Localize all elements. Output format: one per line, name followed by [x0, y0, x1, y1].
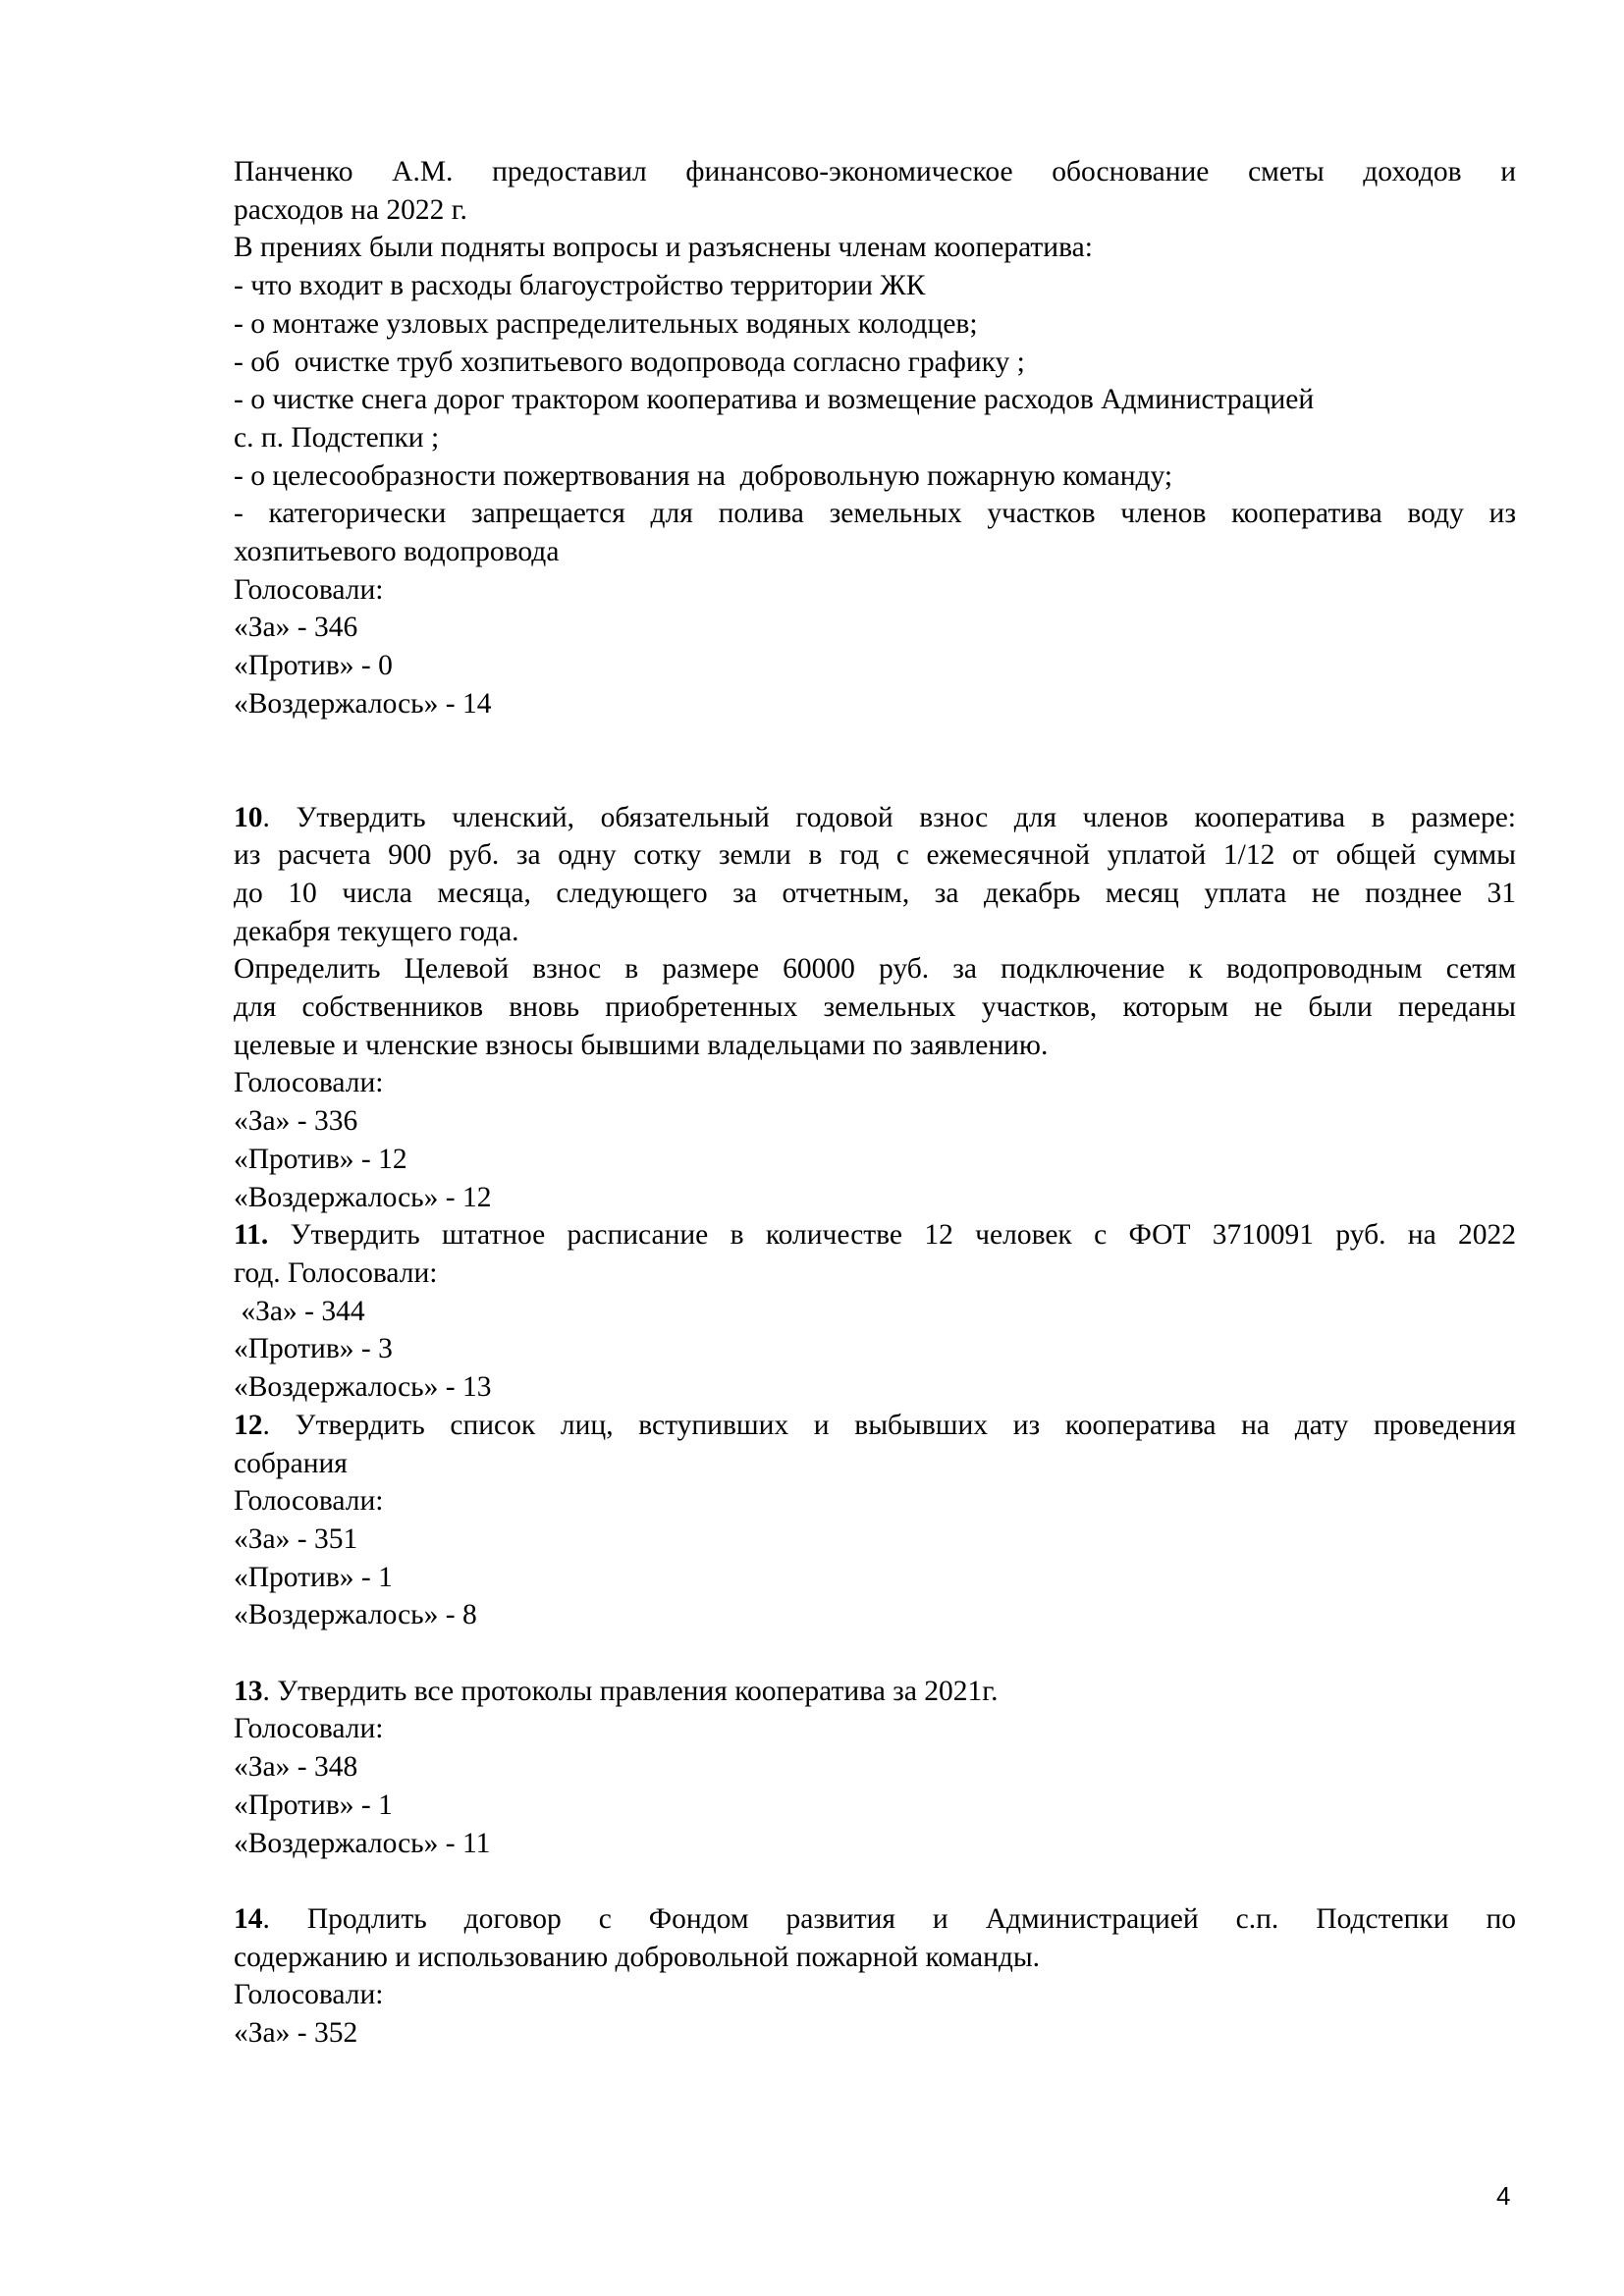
item-text: . Продлить договор с Фондом развития и Администрацией с.п. Подстепки по	[262, 1902, 1516, 1935]
vote-abstained: «Воздержалось» - 11	[234, 1827, 491, 1859]
vote-heading: Голосовали:	[234, 1485, 384, 1518]
item-number: 14	[234, 1902, 263, 1935]
vote-for: «За» - 351	[234, 1522, 358, 1555]
vote-abstained: «Воздержалось» - 8	[234, 1599, 477, 1631]
vote-heading: Голосовали:	[234, 1979, 384, 2011]
item-14-section	[234, 1900, 1516, 2053]
paragraph-line: Панченко А.М. предоставил финансово-экономическое обоснование сметы доходов и	[234, 156, 1516, 187]
paragraph-line: содержанию и использованию добровольной пожарной команды.	[234, 1941, 1041, 1973]
item-text: . Утвердить список лиц, вступивших и выбывших из кооператива на дату проведения	[262, 1409, 1516, 1441]
item-10-section	[234, 799, 1516, 1217]
list-item: - о монтаже узловых распределительных водяных колодцев;	[234, 307, 978, 340]
vote-against: «Против» - 12	[234, 1143, 407, 1175]
spacer	[234, 1862, 1516, 1900]
vote-heading: Голосовали:	[234, 1713, 384, 1745]
item-number: 13	[234, 1675, 263, 1707]
intro-section	[234, 153, 1516, 723]
vote-for: «За» - 336	[234, 1105, 358, 1138]
paragraph-line: год. Голосовали:	[234, 1256, 438, 1289]
list-item-continuation: хозпитьевого водопровода	[234, 536, 560, 568]
paragraph-line	[234, 799, 1516, 837]
item-12-section	[234, 1407, 1516, 1634]
paragraph-line: до 10 числа месяца, следующего за отчетным, за декабрь месяц уплата не позднее 31	[234, 877, 1516, 909]
vote-for: «За» - 352	[234, 2017, 358, 2050]
paragraph-line	[234, 1673, 1516, 1711]
paragraph-line	[234, 1407, 1516, 1445]
paragraph-line	[234, 1900, 1516, 1939]
list-item: - об очистке труб хозпитьевого водопровода согласно графику ;	[234, 346, 1025, 378]
item-number: 11.	[234, 1219, 269, 1252]
paragraph-line: для собственников вновь приобретенных земельных участков, которым не были переданы	[234, 991, 1516, 1024]
paragraph-line: целевые и членские взносы бывшими владельцами по заявлению.	[234, 1029, 1049, 1061]
spacer	[234, 723, 1516, 799]
vote-for: «За» - 344	[234, 1295, 365, 1327]
paragraph-line: декабря текущего года.	[234, 915, 519, 947]
item-number: 10	[234, 801, 263, 833]
item-11-section	[234, 1216, 1516, 1407]
paragraph-line: из расчета 900 руб. за одну сотку земли в год с ежемесячной уплатой 1/12 от общей суммы	[234, 839, 1516, 872]
list-item-continuation: с. п. Подстепки ;	[234, 421, 440, 454]
paragraph-line: Определить Целевой взнос в размере 60000 руб. за подключение к водопроводным сетям	[234, 953, 1516, 986]
paragraph-line: расходов на 2022 г.	[234, 193, 467, 226]
page-number: 4	[1496, 2181, 1511, 2211]
vote-against: «Против» - 1	[234, 1561, 393, 1593]
vote-heading: Голосовали:	[234, 573, 384, 606]
vote-for: «За» - 348	[234, 1751, 358, 1784]
item-number: 12	[234, 1409, 263, 1441]
vote-against: «Против» - 3	[234, 1333, 393, 1365]
item-13-section	[234, 1673, 1516, 1863]
item-text: Утвердить штатное расписание в количестве 12 человек с ФОТ 3710091 руб. на 2022	[268, 1219, 1516, 1252]
item-text: . Утвердить все протоколы правления кооператива за 2021г.	[262, 1675, 999, 1707]
item-text: . Утвердить членский, обязательный годовой взнос для членов кооператива в размере:	[262, 801, 1516, 833]
paragraph-line: собрания	[234, 1447, 348, 1479]
document-page	[234, 153, 1516, 2053]
list-item: - что входит в расходы благоустройство территории ЖК	[234, 270, 926, 302]
list-item: - о целесообразности пожертвования на добровольную пожарную команду;	[234, 459, 1173, 492]
vote-heading: Голосовали:	[234, 1067, 384, 1099]
vote-against: «Против» - 1	[234, 1789, 393, 1821]
paragraph-line	[234, 1216, 1516, 1255]
vote-abstained: «Воздержалось» - 12	[234, 1181, 492, 1213]
vote-abstained: «Воздержалось» - 14	[234, 687, 492, 720]
vote-abstained: «Воздержалось» - 13	[234, 1371, 492, 1404]
list-item: - о чистке снега дорог трактором кооператива и возмещение расходов Администрацией	[234, 384, 1315, 416]
paragraph-line: В прениях были подняты вопросы и разъяснены членам кооператива:	[234, 232, 1093, 264]
vote-for: «За» - 346	[234, 612, 358, 644]
vote-against: «Против» - 0	[234, 650, 393, 682]
list-item: - категорически запрещается для полива земельных участков членов кооператива воду из	[234, 498, 1516, 530]
spacer	[234, 1634, 1516, 1673]
